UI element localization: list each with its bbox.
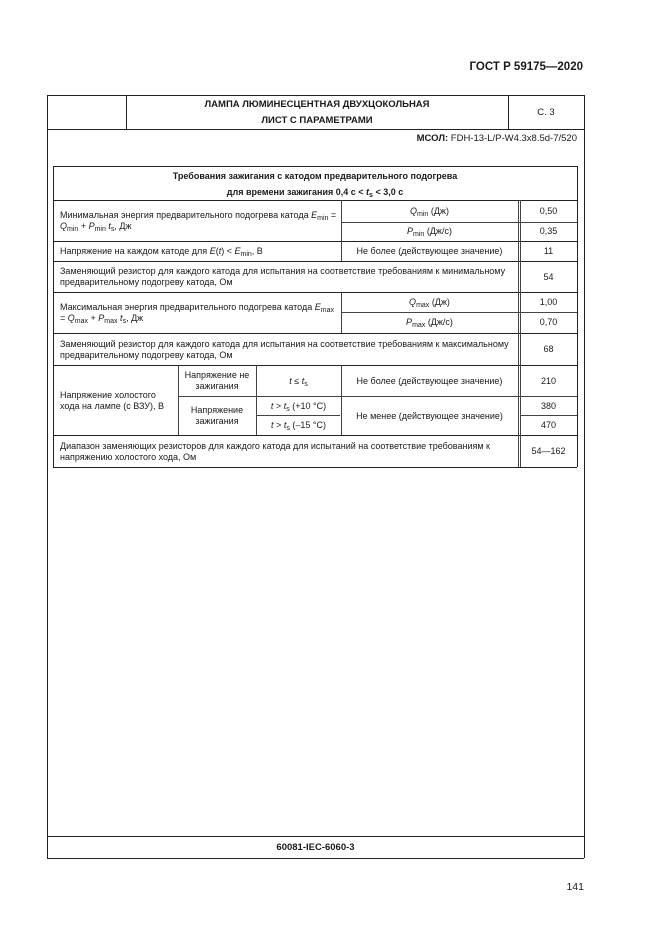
sheet-title-line2: ЛИСТ С ПАРАМЕТРАМИ <box>261 115 373 126</box>
pmin-value: 0,35 <box>539 226 558 236</box>
cathode-voltage-condition: Не более (действующее значение) <box>356 246 503 256</box>
table-bottom <box>53 467 577 468</box>
page-number: 141 <box>566 881 584 893</box>
frame-left <box>47 95 48 858</box>
max-resistor-label: Заменяющий резистор для каждого катода для испытания на соответствие требованиям к максимальному предварительному подогреву катода, Ом <box>60 338 509 360</box>
ignition-value-warm: 380 <box>540 400 557 411</box>
pmax-value: 0,70 <box>539 317 558 327</box>
sheet-title-line1: ЛАМПА ЛЮМИНЕСЦЕНТНАЯ ДВУХЦОКОЛЬНАЯ <box>204 99 430 110</box>
table-top <box>53 166 577 167</box>
header-divider <box>47 129 584 130</box>
cathode-voltage-value: 11 <box>543 246 554 256</box>
no-ignition-condition: Не более (действующее значение) <box>356 375 503 386</box>
frame-top <box>47 95 584 96</box>
ignition-value-cold: 470 <box>540 420 557 430</box>
range-label: Диапазон заменяющих резисторов для каждого катода для испытаний на соответствие требованиям к напряжению холостого хода, Ом <box>60 440 490 462</box>
requirements-title-line1: Требования зажигания с катодом предварительного подогрева <box>172 171 458 181</box>
min-energy-label: Минимальная энергия предварительного подогрева катода $E_{min} = Q_{min} + P_{min}$ $t_s$, Дж <box>60 210 337 233</box>
range-value: 54—162 <box>531 446 566 456</box>
frame-bottom <box>47 858 584 859</box>
ignition-label: Напряжение зажигания <box>190 405 244 426</box>
table-right <box>577 166 578 467</box>
requirements-title <box>53 168 577 200</box>
ignition-time-cold: $t > t_s$ (–15 °С) <box>271 420 326 432</box>
msol-line <box>300 133 577 144</box>
ocv-label: Напряжение холостого хода на лампе (с ВЗУ), В <box>60 389 165 411</box>
frame-right <box>584 95 585 858</box>
max-energy-label: Максимальная энергия предварительного подогрева катода $E_{max} = Q_{max} + P_{max}$ $t_s$, Дж <box>60 302 335 325</box>
min-resistor-label: Заменяющий резистор для каждого катода для испытания на соответствие требованиям к минимальному предварительному подогреву катода, Ом <box>60 266 506 287</box>
msol-label: МСОЛ: <box>416 133 449 144</box>
msol-code: FDH-13-L/P-W4.3x8.5d-7/520 <box>450 133 577 144</box>
min-resistor-value: 54 <box>543 271 554 282</box>
requirements-title-line2: для времени зажигания 0,4 $с < t_s < 3,0$ с <box>226 187 404 199</box>
page-ref: С. 3 <box>537 106 555 118</box>
no-ignition-time: $t \le t_s$ <box>289 375 308 388</box>
qmin-param: $Q_{min}$ (Дж) <box>410 206 449 218</box>
pmax-param: $P_{max}$ (Дж/с) <box>406 317 453 329</box>
no-ignition-label: Напряжение не зажигания <box>184 370 250 391</box>
iec-reference: 60081-IEC-6060-3 <box>276 842 355 853</box>
qmax-param: $Q_{max}$ (Дж) <box>409 297 450 309</box>
ignition-time-warm: $t > t_s$ (+10 °С) <box>270 400 327 413</box>
standard-number: ГОСТ Р 59175—2020 <box>469 61 583 73</box>
pmin-param: $P_{min}$ (Дж/с) <box>407 226 452 238</box>
qmin-value: 0,50 <box>539 206 558 216</box>
table-left <box>53 166 54 467</box>
sheet-title <box>126 97 508 129</box>
ignition-condition: Не менее (действующее значение) <box>356 410 503 421</box>
qmax-value: 1,00 <box>539 297 558 307</box>
cathode-voltage-label: Напряжение на каждом катоде для $E(t) < E_{min}$, В <box>60 246 263 258</box>
no-ignition-value: 210 <box>540 375 557 386</box>
max-resistor-value: 68 <box>543 344 554 354</box>
